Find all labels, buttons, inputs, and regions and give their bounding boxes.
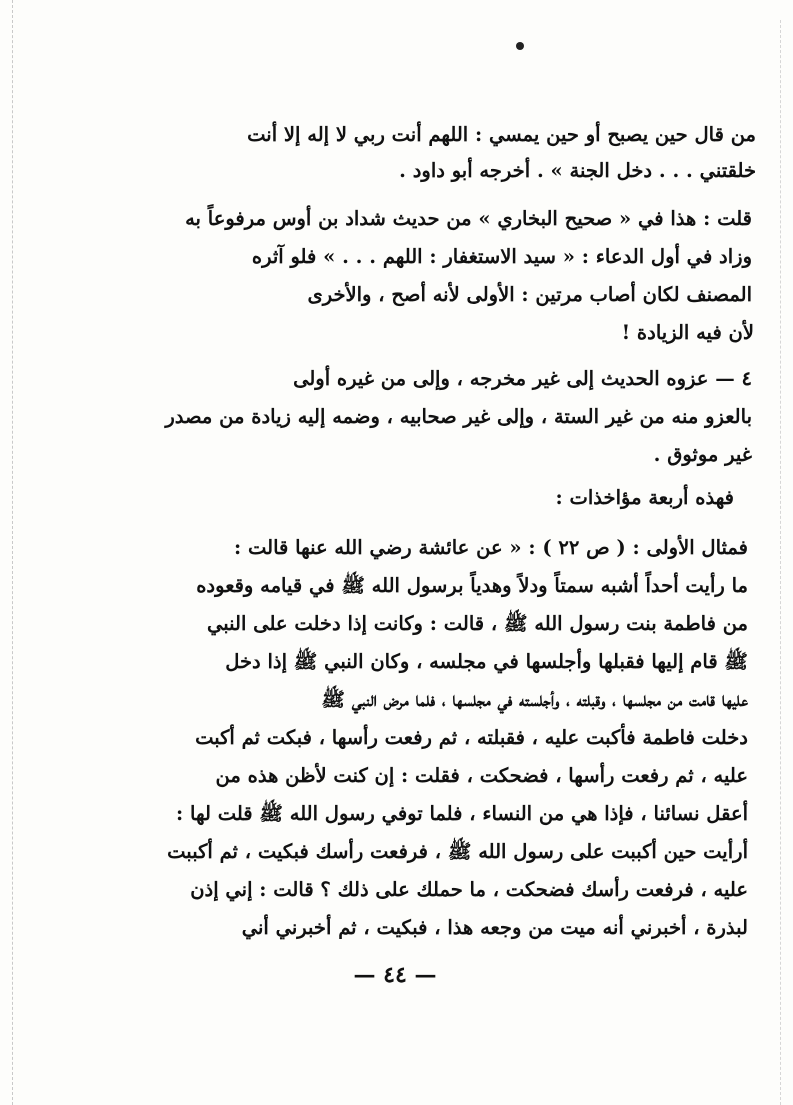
text-line-16: دخلت فاطمة فأكبت عليه ، فقبلته ، ثم رفعت رأسها ، فبكت ثم أكبت [195, 726, 748, 749]
page-number: — ٤٤ — [353, 962, 437, 988]
text-line-4: وزاد في أول الدعاء : « سيد الاستغفار : اللهم . . . » فلو آثره [251, 245, 752, 268]
text-line-18: أعقل نسائنا ، فإذا هي من النساء ، فلما توفي رسول الله ﷺ قلت لها : [176, 802, 748, 825]
text-line-17: عليه ، ثم رفعت رأسها ، فضحكت ، فقلت : إن كنت لأظن هذه من [215, 764, 748, 787]
text-line-12: ما رأيت أحداً أشبه سمتاً ودلاً وهدياً برسول الله ﷺ في قيامه وقعوده [196, 574, 748, 597]
text-line-11: فمثال الأولى : ( ص ٢٢ ) : « عن عائشة رضي الله عنها قالت : [234, 536, 748, 559]
text-line-10: فهذه أربعة مؤاخذات : [555, 486, 734, 509]
scan-edge-left [12, 0, 14, 1105]
text-line-21: لبذرة ، أخبرني أنه ميت من وجعه هذا ، فبكيت ، ثم أخبرني أني [241, 916, 748, 939]
text-line-6: لأن فيه الزيادة ! [621, 321, 754, 344]
text-line-20: عليه ، فرفعت رأسك فضحكت ، ما حملك على ذلك ؟ قالت : إني إذن [190, 878, 748, 901]
text-line-13: من فاطمة بنت رسول الله ﷺ ، قالت : وكانت إذا دخلت على النبي [207, 612, 748, 635]
text-line-3: قلت : هذا في « صحيح البخاري » من حديث شداد بن أوس مرفوعاً به [185, 207, 752, 230]
ink-speck [516, 42, 524, 50]
text-line-2: خلقتني . . . دخل الجنة » . أخرجه أبو داود . [399, 159, 756, 182]
text-line-15: عليها قامت من مجلسها ، وقبلته ، وأجلسته في مجلسها ، فلما مرض النبي ﷺ [321, 688, 748, 711]
text-line-9: غير موثوق . [653, 443, 752, 466]
scan-edge-right [780, 20, 782, 1105]
text-line-14: ﷺ قام إليها فقبلها وأجلسها في مجلسه ، وكان النبي ﷺ إذا دخل [225, 650, 748, 673]
text-line-7: ٤ — عزوه الحديث إلى غير مخرجه ، وإلى من غيره أولى [293, 367, 752, 390]
text-line-5: المصنف لكان أصاب مرتين : الأولى لأنه أصح ، والأخرى [307, 283, 752, 306]
text-line-1: من قال حين يصبح أو حين يمسي : اللهم أنت ربي لا إله إلا أنت [247, 123, 756, 146]
text-line-19: أرأيت حين أكببت على رسول الله ﷺ ، فرفعت رأسك فبكيت ، ثم أكببت [167, 840, 748, 863]
text-line-8: بالعزو منه من غير الستة ، وإلى غير صحابيه ، وضمه إليه زيادة من مصدر [165, 405, 752, 428]
